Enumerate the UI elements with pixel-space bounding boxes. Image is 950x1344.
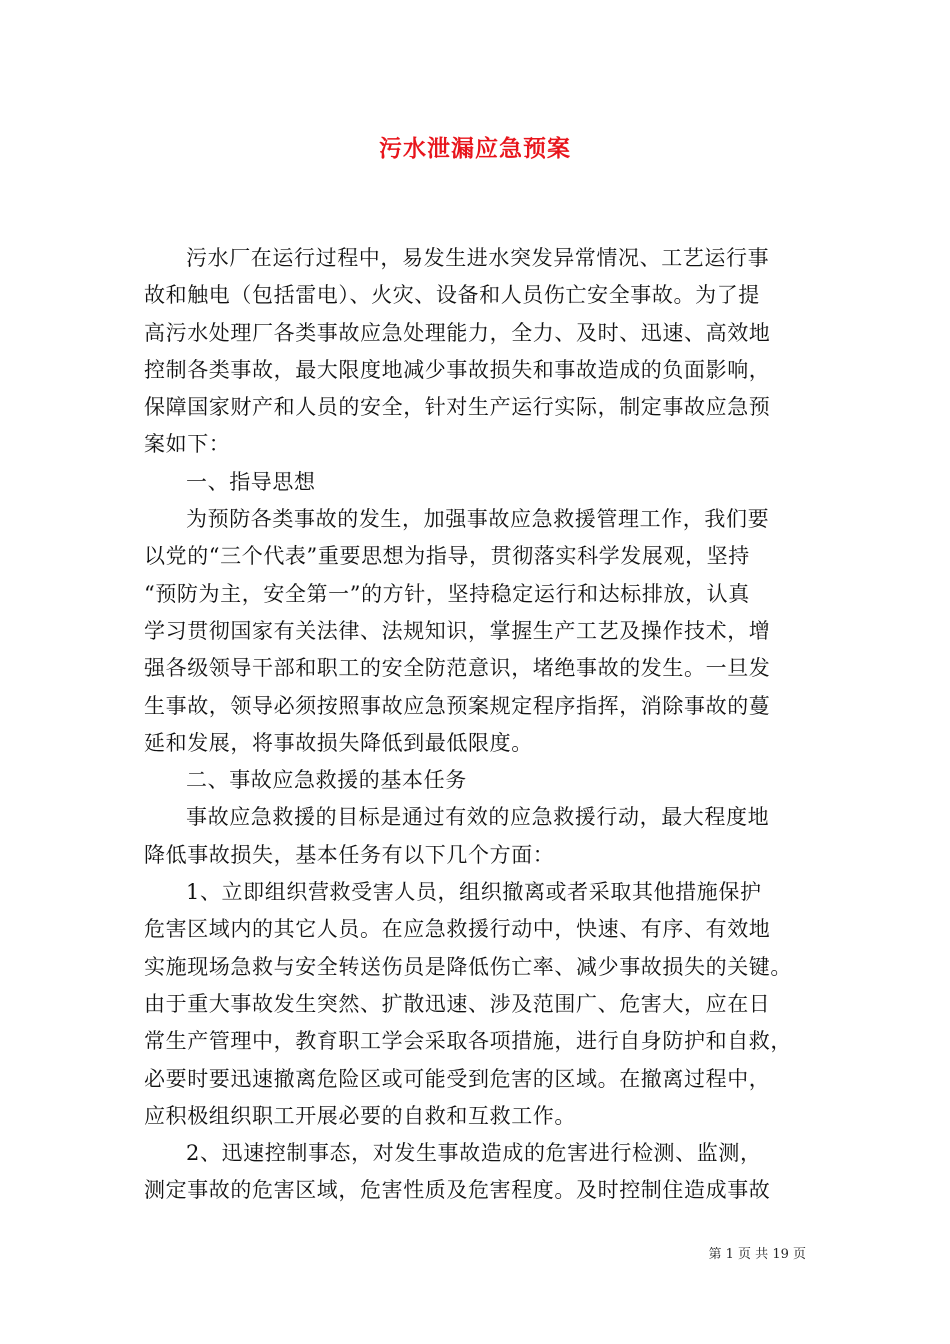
body-line: 为预防各类事故的发生，加强事故应急救援管理工作，我们要 <box>186 507 770 532</box>
body-line: 降低事故损失，基本任务有以下几个方面： <box>144 842 555 867</box>
body-line: 强各级领导干部和职工的安全防范意识，堵绝事故的发生。一旦发 <box>144 656 771 681</box>
body-line: 2、迅速控制事态，对发生事故造成的危害进行检测、监测， <box>186 1141 762 1166</box>
body-line: 高污水处理厂各类事故应急处理能力，全力、及时、迅速、高效地 <box>144 320 771 345</box>
section-heading: 二、事故应急救援的基本任务 <box>186 768 467 793</box>
body-line: 以党的“三个代表”重要思想为指导，贯彻落实科学发展观，坚持 <box>144 544 750 569</box>
body-line: 应积极组织职工开展必要的自救和互救工作。 <box>144 1103 576 1128</box>
body-line: 测定事故的危害区域，危害性质及危害程度。及时控制住造成事故 <box>144 1178 771 1203</box>
body-line: 控制各类事故，最大限度地减少事故损失和事故造成的负面影响， <box>144 357 771 382</box>
body-line: 1、立即组织营救受害人员，组织撤离或者采取其他措施保护 <box>186 880 762 905</box>
document-body <box>144 240 806 1210</box>
body-line: 必要时要迅速撤离危险区或可能受到危害的区域。在撤离过程中， <box>144 1066 771 1091</box>
body-line: 污水厂在运行过程中，易发生进水突发异常情况、工艺运行事 <box>186 246 770 270</box>
body-line: 危害区域内的其它人员。在应急救援行动中，快速、有序、有效地 <box>144 917 771 942</box>
body-line: 延和发展，将事故损失降低到最低限度。 <box>144 730 533 755</box>
section-heading: 一、指导思想 <box>186 469 316 494</box>
body-line: 由于重大事故发生突然、扩散迅速、涉及范围广、危害大，应在日 <box>144 991 771 1016</box>
page-number-footer: 第 1 页 共 19 页 <box>708 1247 806 1262</box>
body-line: 实施现场急救与安全转送伤员是降低伤亡率、减少事故损失的关键。 <box>144 954 792 979</box>
body-line: 学习贯彻国家有关法律、法规知识，掌握生产工艺及操作技术，增 <box>144 618 771 643</box>
body-line: 常生产管理中，教育职工学会采取各项措施，进行自身防护和自救， <box>144 1029 792 1054</box>
body-line: 生事故，领导必须按照事故应急预案规定程序指挥，消除事故的蔓 <box>144 693 771 718</box>
body-line: “预防为主，安全第一”的方针，坚持稳定运行和达标排放，认真 <box>144 581 750 606</box>
document-title: 污水泄漏应急预案 <box>379 135 571 162</box>
body-line: 案如下： <box>144 432 231 457</box>
body-line: 事故应急救援的目标是通过有效的应急救援行动，最大程度地 <box>186 805 770 830</box>
body-line: 保障国家财产和人员的安全，针对生产运行实际，制定事故应急预 <box>144 395 771 420</box>
body-line: 故和触电（包括雷电）、火灾、设备和人员伤亡安全事故。为了提 <box>144 283 760 308</box>
